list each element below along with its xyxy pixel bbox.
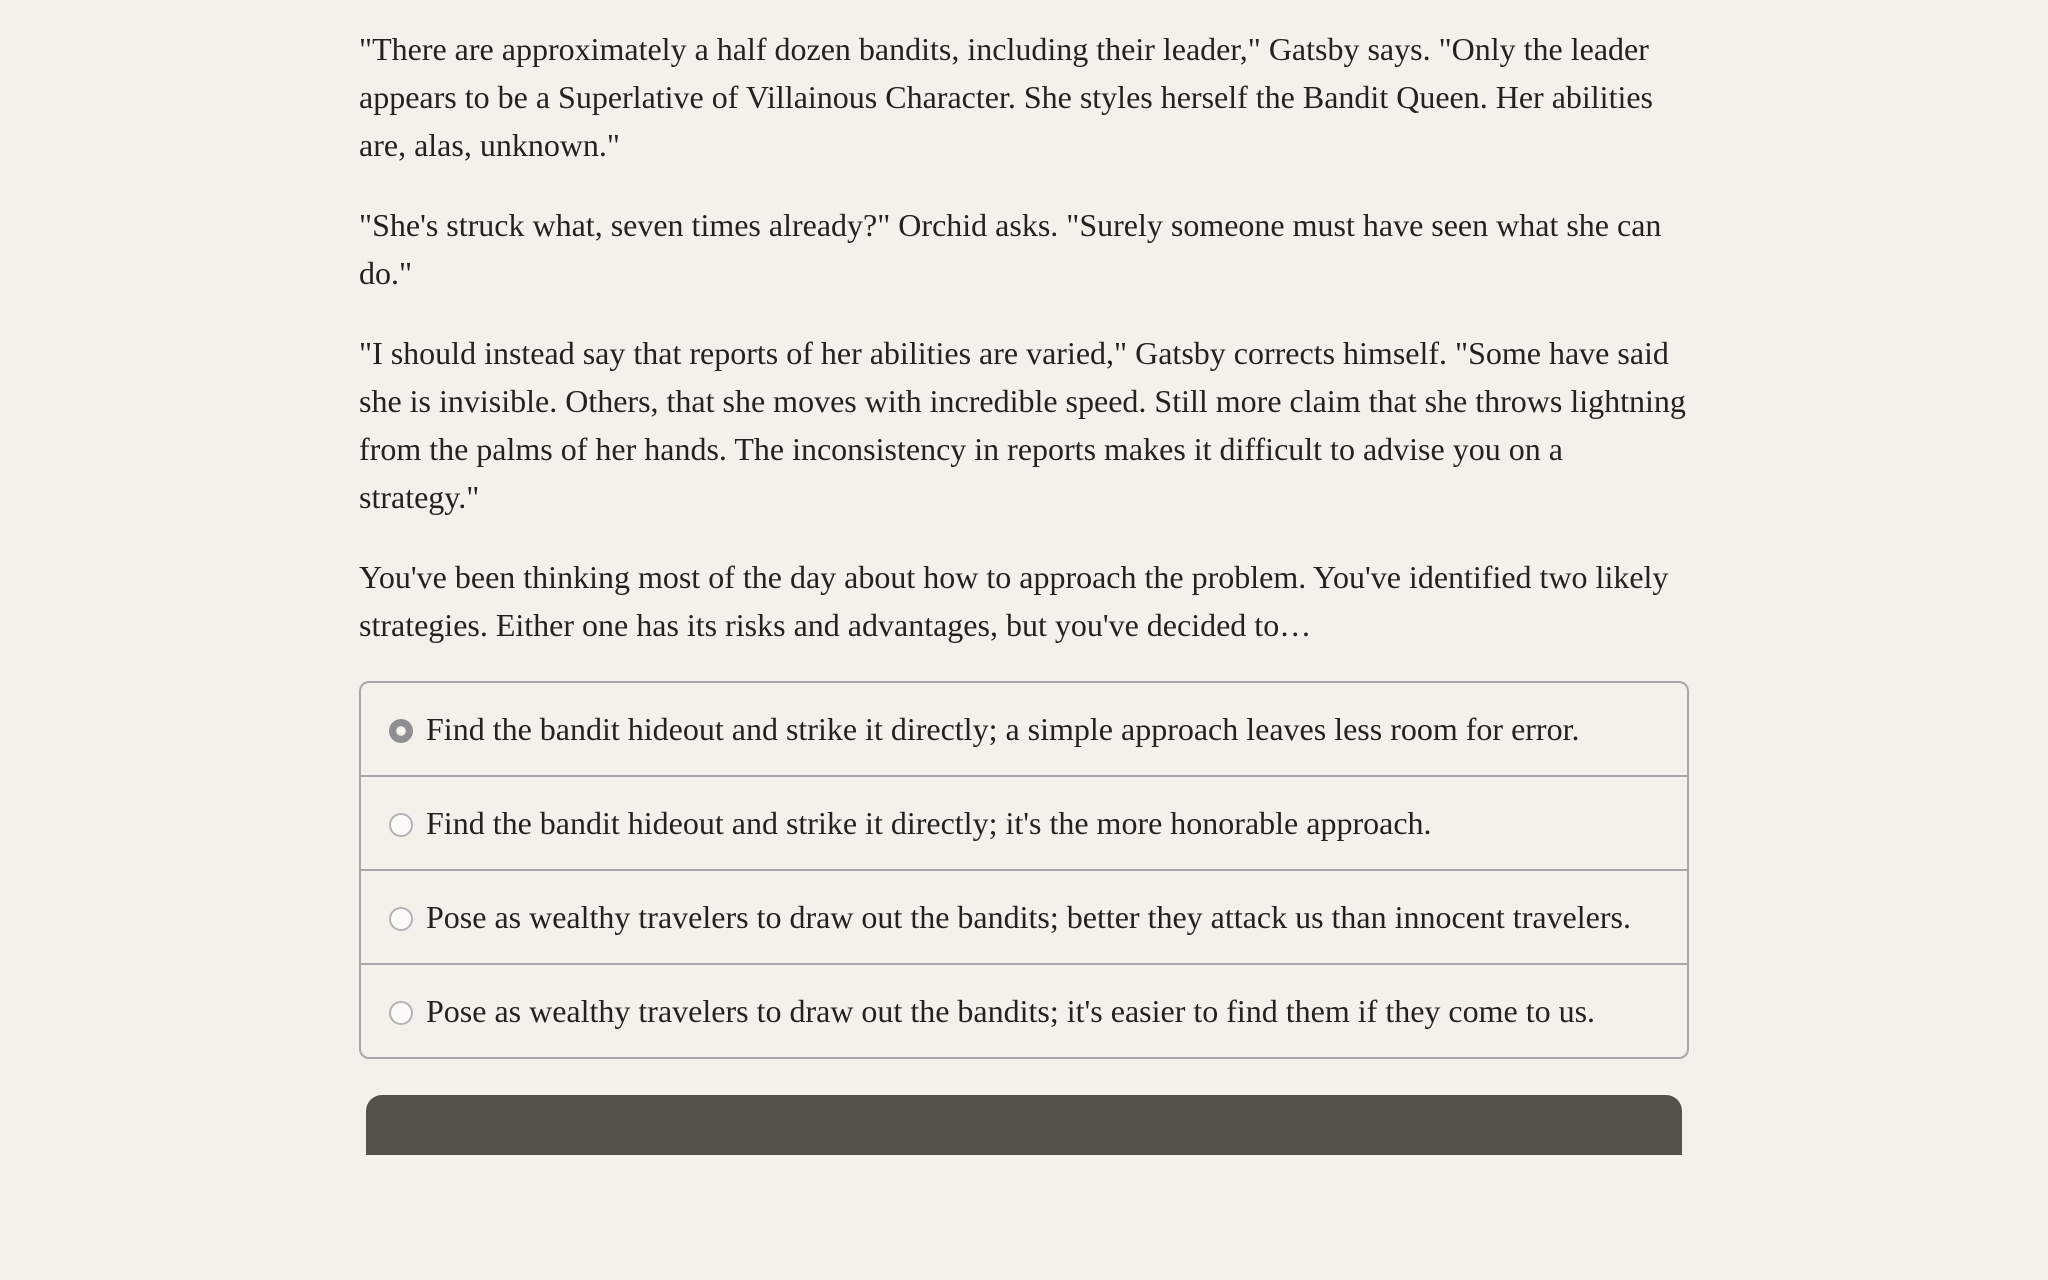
choice-label: Pose as wealthy travelers to draw out the bandits; it's easier to find them if they come to us.: [426, 993, 1596, 1029]
next-button[interactable]: [366, 1095, 1682, 1155]
radio-button-icon[interactable]: [389, 813, 413, 837]
radio-button-icon[interactable]: [389, 719, 413, 743]
story-page: [359, 0, 1689, 1155]
choice-option[interactable]: [361, 963, 1687, 1057]
story-paragraph: You've been thinking most of the day about how to approach the problem. You've identified two likely strategies. Either one has its risks and advantages, but you've decided to…: [359, 559, 1669, 643]
radio-button-icon[interactable]: [389, 907, 413, 931]
choice-label: Find the bandit hideout and strike it directly; a simple approach leaves less room for error.: [426, 711, 1580, 747]
choice-option[interactable]: [361, 775, 1687, 869]
choice-option[interactable]: [361, 683, 1687, 775]
story-paragraph: "There are approximately a half dozen bandits, including their leader," Gatsby says. "Only the leader appears to be a Superlative of Villainous Character. She styles herself the Bandit Queen. Her abilities are, alas, unknown.": [359, 31, 1653, 163]
story-paragraph: "I should instead say that reports of her abilities are varied," Gatsby corrects himself. "Some have said she is invisible. Others, that she moves with incredible speed. Still more claim that she throws lightning from the palms of her hands. The inconsistency in reports makes it difficult to advise you on a strategy.": [359, 335, 1686, 515]
radio-button-icon[interactable]: [389, 1001, 413, 1025]
choice-label: Find the bandit hideout and strike it directly; it's the more honorable approach.: [426, 805, 1432, 841]
story-text: [359, 25, 1689, 649]
story-paragraph: "She's struck what, seven times already?" Orchid asks. "Surely someone must have seen what she can do.": [359, 207, 1662, 291]
choice-option[interactable]: [361, 869, 1687, 963]
choice-label: Pose as wealthy travelers to draw out the bandits; better they attack us than innocent travelers.: [426, 899, 1631, 935]
choice-list: [359, 681, 1689, 1059]
